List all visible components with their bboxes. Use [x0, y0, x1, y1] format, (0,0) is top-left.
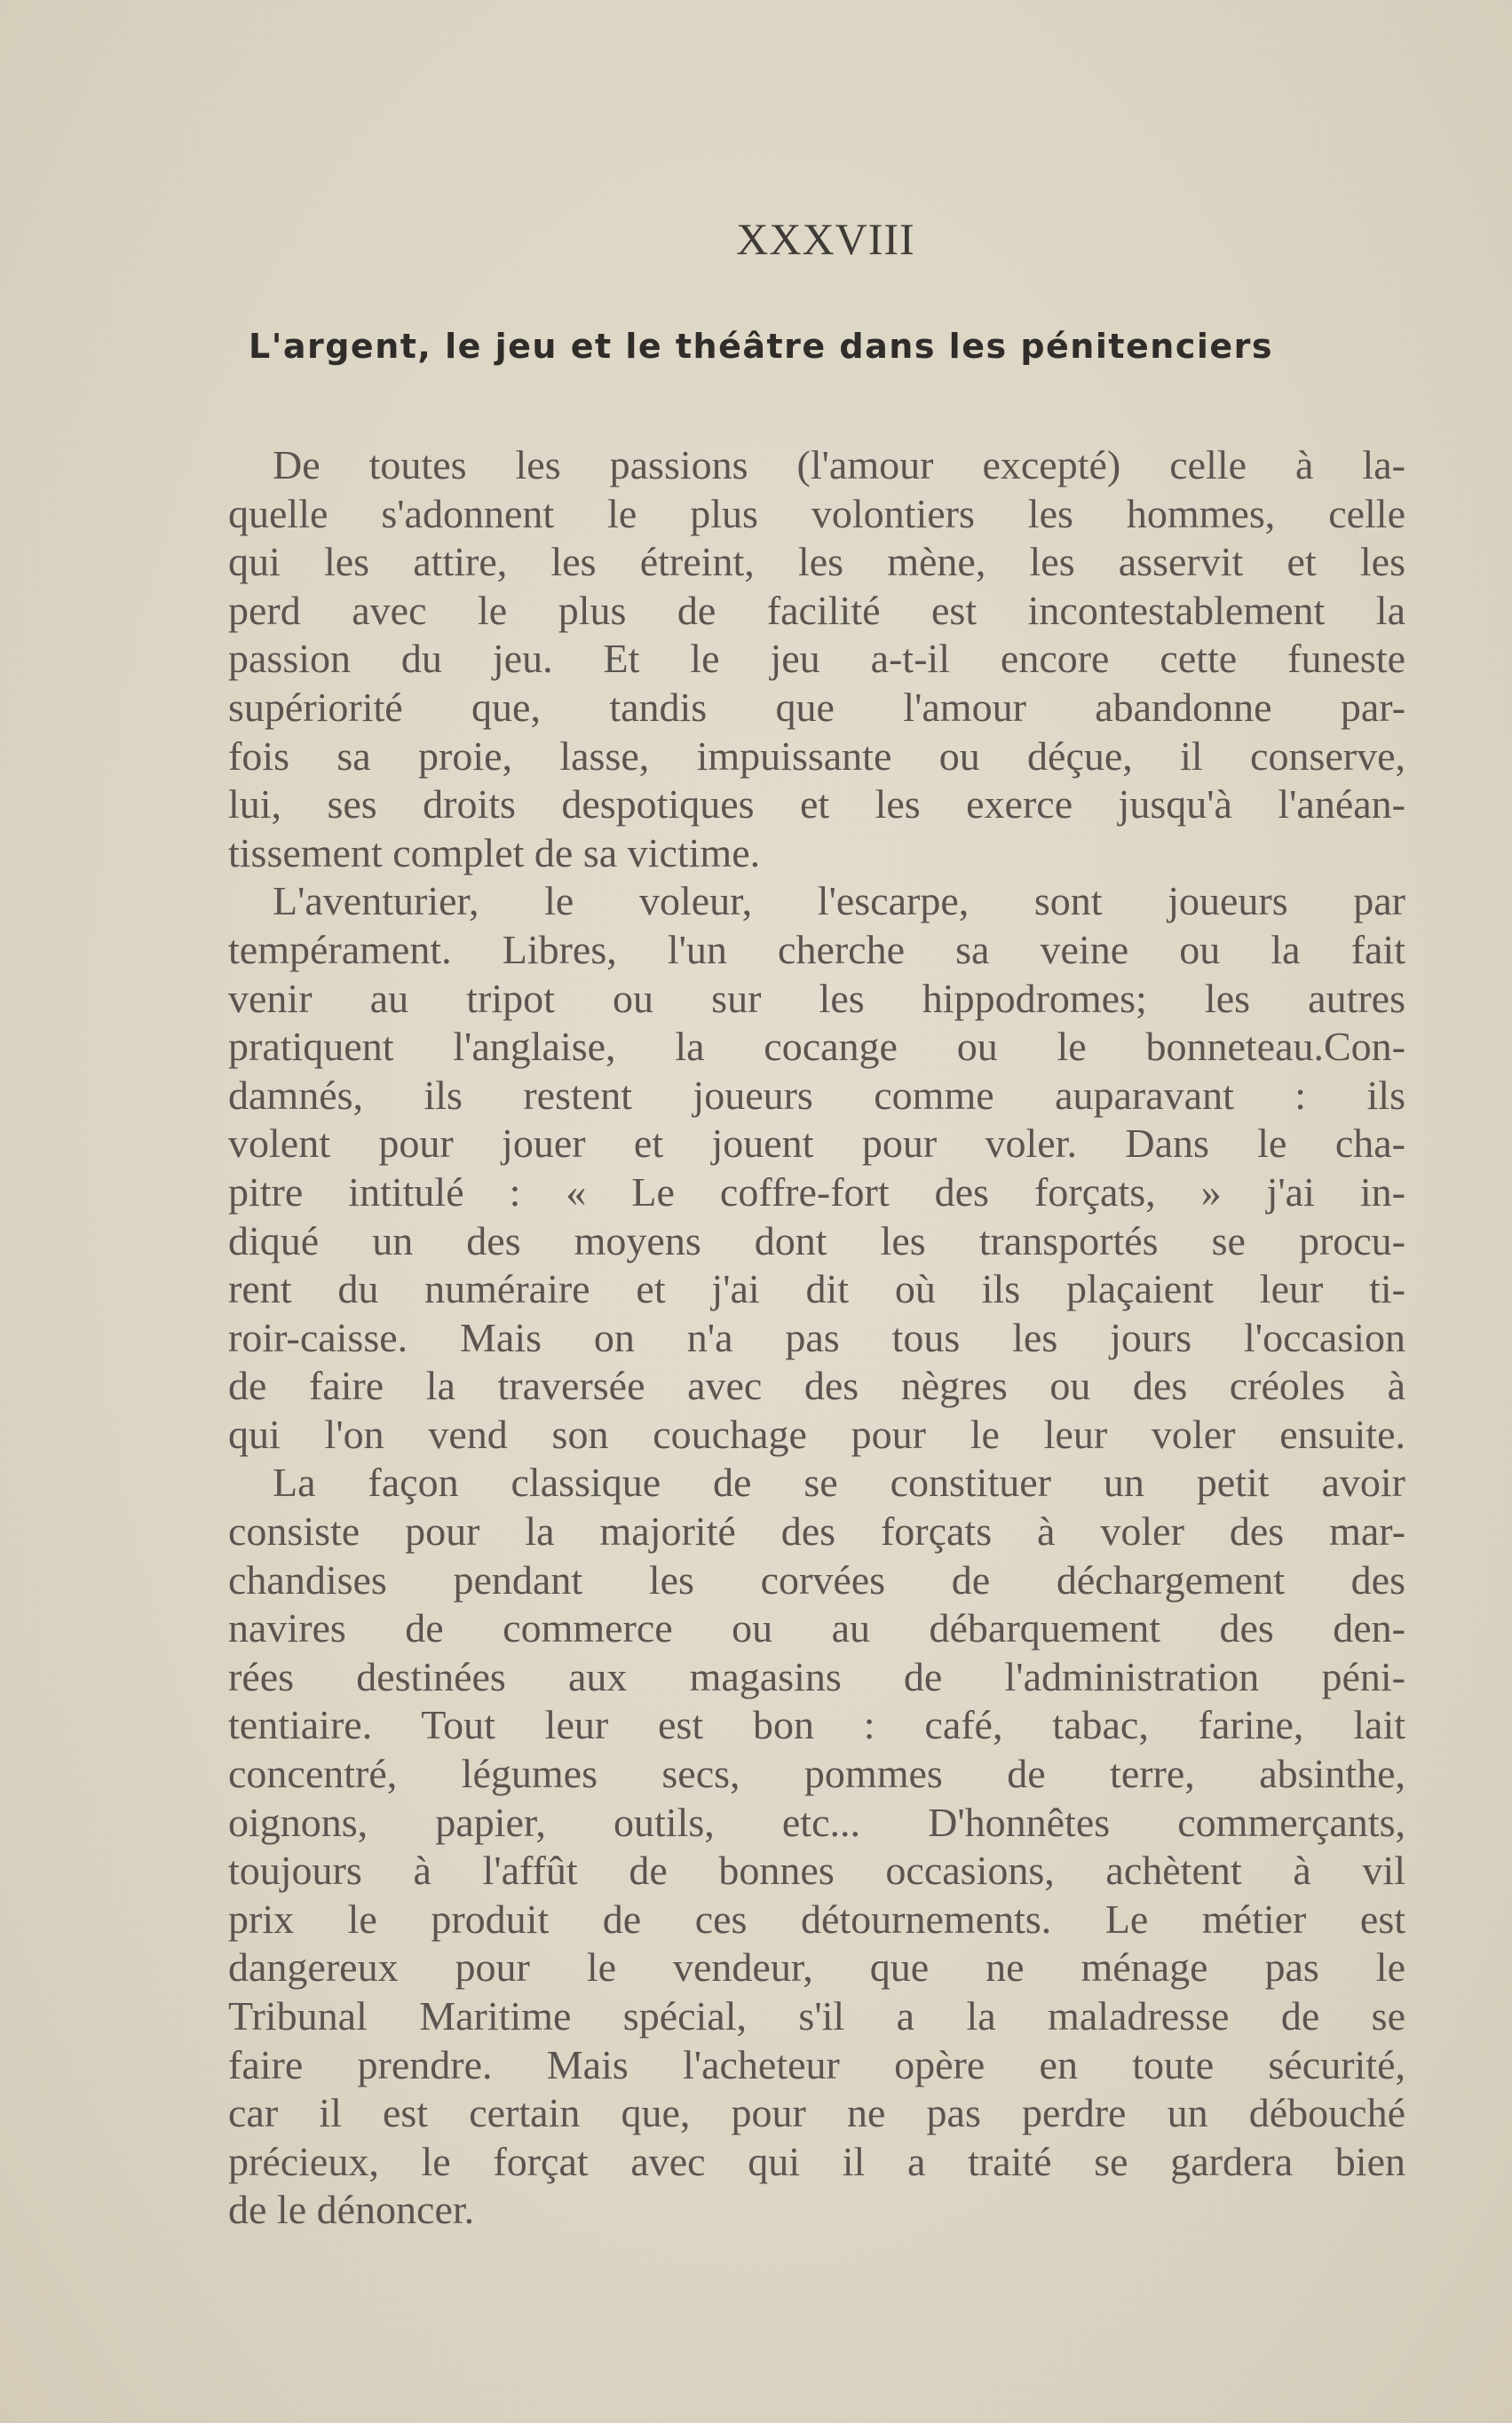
text-line: de faire la traversée avec des nègres ou des créoles à: [228, 1363, 1405, 1409]
text-line: car il est certain que, pour ne pas perdre un débouché: [228, 2090, 1405, 2136]
text-line: tempérament. Libres, l'un cherche sa veine ou la fait: [228, 926, 1405, 972]
text-line: pratiquent l'anglaise, la cocange ou le bonneteau.Con-: [228, 1024, 1405, 1070]
text-line: De toutes les passions (l'amour excepté) celle à la-: [273, 442, 1405, 487]
text-line: navires de commerce ou au débarquement des den-: [228, 1605, 1405, 1651]
text-line: dangereux pour le vendeur, que ne ménage pas le: [228, 1944, 1405, 1991]
text-line: diqué un des moyens dont les transportés se procu-: [228, 1217, 1405, 1263]
text-line: Tribunal Maritime spécial, s'il a la maladresse de se: [228, 1993, 1405, 2039]
body-text: [228, 441, 1405, 2235]
text-line: roir-caisse. Mais on n'a pas tous les jours l'occasion: [228, 1314, 1405, 1360]
text-line: venir au tripot ou sur les hippodromes; les autres: [228, 975, 1405, 1021]
text-line: damnés, ils restent joueurs comme auparavant : ils: [228, 1072, 1405, 1118]
text-line: chandises pendant les corvées de déchargement des: [228, 1556, 1405, 1603]
text-line: rées destinées aux magasins de l'administration péni-: [228, 1653, 1405, 1699]
text-line: quelle s'adonnent le plus volontiers les hommes, celle: [228, 490, 1405, 536]
text-line: pitre intitulé : « Le coffre-fort des forçats, » j'ai in-: [228, 1168, 1405, 1215]
text-line: L'aventurier, le voleur, l'escarpe, sont joueurs par: [273, 878, 1405, 924]
text-line: précieux, le forçat avec qui il a traité se gardera bien: [228, 2138, 1405, 2184]
chapter-number: XXXVIII: [736, 214, 915, 264]
text-line: qui les attire, les étreint, les mène, les asservit et les: [228, 539, 1405, 585]
text-line: fois sa proie, lasse, impuissante ou déçue, il conserve,: [228, 732, 1405, 779]
text-line: lui, ses droits despotiques et les exerce jusqu'à l'anéan-: [228, 781, 1405, 827]
text-line: oignons, papier, outils, etc... D'honnêtes commerçants,: [228, 1799, 1405, 1845]
chapter-title: L'argent, le jeu et le théâtre dans les pénitenciers: [249, 327, 1274, 366]
text-line: supériorité que, tandis que l'amour abandonne par-: [228, 684, 1405, 730]
text-line: concentré, légumes secs, pommes de terre, absinthe,: [228, 1751, 1405, 1797]
text-line: de le dénoncer.: [228, 2187, 475, 2233]
text-line: toujours à l'affût de bonnes occasions, achètent à vil: [228, 1848, 1405, 1894]
text-line: passion du jeu. Et le jeu a-t-il encore cette funeste: [228, 636, 1405, 682]
text-line: volent pour jouer et jouent pour voler. Dans le cha-: [228, 1120, 1405, 1167]
text-line: qui l'on vend son couchage pour le leur voler ensuite.: [228, 1411, 1405, 1457]
text-line: perd avec le plus de facilité est incontestablement la: [228, 587, 1405, 633]
text-line: prix le produit de ces détournements. Le métier est: [228, 1896, 1405, 1942]
text-line: rent du numéraire et j'ai dit où ils plaçaient leur ti-: [228, 1266, 1405, 1312]
text-line: faire prendre. Mais l'acheteur opère en toute sécurité,: [228, 2041, 1405, 2087]
text-line: tissement complet de sa victime.: [228, 829, 761, 875]
text-line: tentiaire. Tout leur est bon : café, tabac, farine, lait: [228, 1702, 1405, 1748]
text-line: La façon classique de se constituer un petit avoir: [273, 1460, 1405, 1506]
text-line: consiste pour la majorité des forçats à voler des mar-: [228, 1508, 1405, 1555]
